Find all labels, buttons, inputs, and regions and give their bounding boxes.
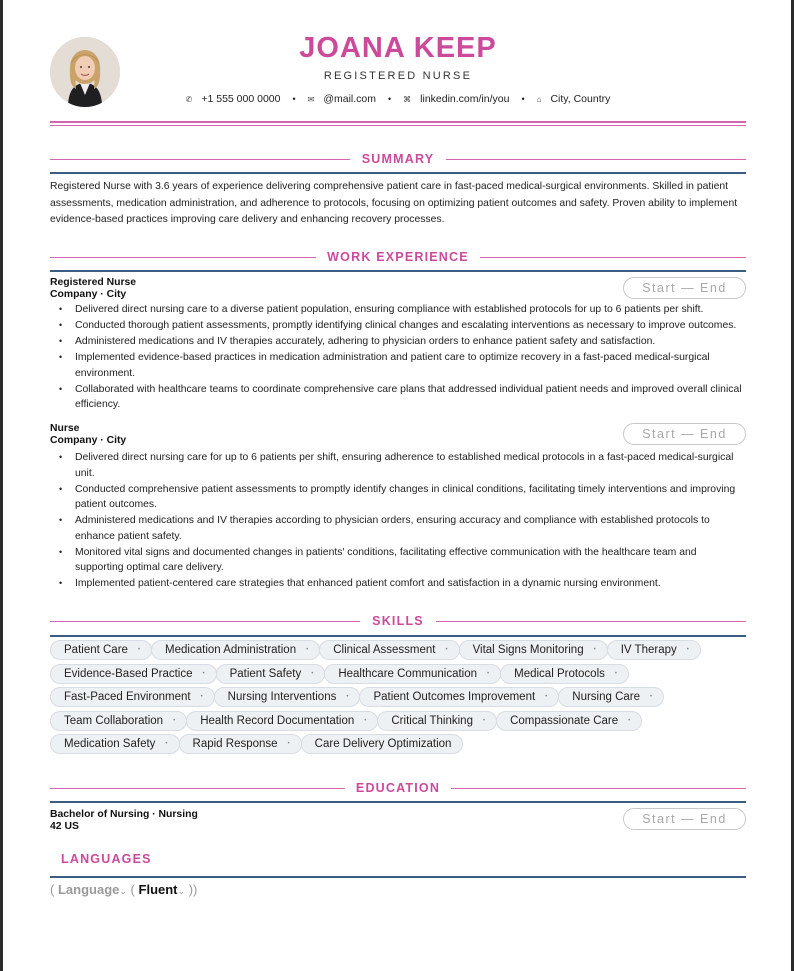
skill-chip[interactable] (324, 664, 501, 684)
section-rule (50, 801, 746, 803)
summary-text[interactable]: Registered Nurse with 3.6 years of experience delivering comprehensive patient care in fast-paced medical-surgical environments. Skilled in patient assessments, medication administration, and adherence to protocols, focusing on optimizing patient outcomes and safety. Proven ability to implement evidence-based practices improving care delivery and enhancing recovery processes. (50, 181, 738, 225)
work-heading-label[interactable]: WORK EXPERIENCE (327, 250, 469, 264)
skill-chip[interactable] (50, 711, 187, 731)
skill-label: Team Collaboration (64, 714, 164, 727)
job-bullet[interactable]: • Administered medications and IV therapies accurately, adhering to physician orders to enhance patient safety and satisfaction. (50, 334, 746, 350)
skill-label: Patient Outcomes Improvement (373, 691, 536, 703)
job-bullet[interactable]: • Delivered direct nursing care to a diverse patient population, ensuring compliance with established protocols for up to 6 patients per shift. (50, 302, 746, 318)
contact-row (50, 93, 746, 105)
skill-dot: • (545, 694, 548, 700)
contact-linkedin[interactable] (403, 93, 509, 105)
skills-row (50, 734, 746, 758)
skill-chip[interactable] (558, 687, 664, 707)
skill-chip[interactable] (214, 687, 361, 707)
skill-label: Patient Safety (229, 667, 302, 680)
skill-chip[interactable] (216, 664, 326, 684)
candidate-name[interactable]: JOANA KEEP (299, 32, 497, 64)
header-divider (50, 121, 746, 123)
skills-heading-label[interactable]: SKILLS (372, 614, 424, 628)
skill-dot: • (614, 670, 617, 677)
skill-dot: • (165, 741, 168, 747)
skill-chip[interactable] (459, 640, 608, 660)
skill-label: Fast-Paced Environment (64, 691, 191, 703)
skills-row (50, 664, 746, 688)
job-title[interactable]: Registered Nurse (50, 277, 137, 288)
education-score[interactable]: 42 US (50, 821, 79, 832)
skill-label: Evidence-Based Practice (64, 667, 193, 680)
skill-chip[interactable] (50, 687, 215, 707)
job-dates-pill[interactable]: Start — End (623, 277, 746, 299)
skill-dot: • (137, 647, 141, 653)
languages-heading[interactable]: LANGUAGES (61, 852, 152, 866)
job-bullet[interactable]: • Implemented patient-centered care strategies that enhanced patient comfort and satisfaction in a dynamic nursing environment. (50, 576, 746, 592)
home-icon: ⌂ (536, 95, 542, 104)
skill-chip[interactable] (301, 734, 464, 754)
window-frame-left (0, 0, 3, 971)
skill-label: Medication Administration (165, 644, 297, 656)
contact-separator: • (388, 94, 392, 104)
skill-chip[interactable] (179, 734, 302, 754)
skill-label: Healthcare Communication (338, 667, 478, 680)
job-company[interactable]: Company · City (50, 289, 127, 300)
job-bullet[interactable]: • Delivered direct nursing care for up to 6 patients per shift, ensuring adherence to established medical protocols in a fast-paced medical-surgical unit. (50, 450, 746, 481)
summary-heading (50, 151, 746, 169)
skill-label: Patient Care (64, 644, 128, 656)
skill-label: Medical Protocols (514, 667, 605, 680)
skill-label: Critical Thinking (391, 714, 473, 727)
section-rule (50, 876, 746, 878)
skill-dot: • (287, 741, 290, 747)
heading-line-right (451, 788, 746, 789)
phone-icon: ✆ (185, 95, 193, 104)
job-bullet[interactable]: • Conducted comprehensive patient assessments to promptly identify changes in clinical conditions, facilitating timely interventions and improving patient outcomes. (50, 482, 746, 513)
skill-label: Compassionate Care (510, 714, 619, 727)
chevron-down-icon[interactable]: ⌄ (119, 886, 127, 896)
skills-heading (50, 613, 746, 631)
skill-dot: • (364, 717, 367, 724)
skill-dot: • (200, 694, 203, 700)
heading-line-right (436, 621, 746, 622)
paren-open: ( (130, 882, 135, 897)
education-dates-pill[interactable]: Start — End (623, 808, 746, 830)
skill-chip[interactable] (50, 640, 152, 660)
job-bullet[interactable]: • Monitored vital signs and documented changes in patients' conditions, facilitating effective communication with the healthcare team and supporting optimal care delivery. (50, 545, 746, 576)
contact-separator: • (292, 94, 296, 104)
contact-email[interactable] (308, 93, 376, 105)
job-bullets (50, 450, 746, 592)
job-title[interactable]: Nurse (50, 423, 80, 434)
skill-dot: • (445, 647, 448, 653)
skill-dot: • (593, 647, 596, 653)
skill-label: Rapid Response (192, 738, 278, 750)
language-name-select[interactable]: Language (57, 882, 120, 897)
section-rule (50, 635, 746, 637)
job-bullet[interactable]: • Implemented evidence-based practices in medication administration and patient care to optimize recovery in a fast-paced medical-surgical environment. (50, 350, 746, 381)
education-heading-label[interactable]: EDUCATION (355, 781, 441, 795)
skill-chip[interactable] (377, 711, 497, 731)
paren-close: ) (188, 882, 194, 897)
contact-location[interactable] (537, 93, 611, 105)
skill-chip[interactable] (50, 734, 180, 754)
skills-row (50, 711, 746, 735)
job-bullet[interactable]: • Collaborated with healthcare teams to coordinate comprehensive care plans that addressed individual patient needs and improved overall clinical efficiency. (50, 382, 746, 413)
skill-chip[interactable] (607, 640, 701, 660)
linkedin-text: linkedin.com/in/you (420, 93, 510, 105)
chevron-down-icon[interactable]: ⌄ (177, 886, 186, 896)
skill-dot: • (482, 717, 486, 724)
skill-label: Nursing Interventions (227, 691, 337, 703)
section-rule (50, 270, 746, 272)
contact-phone[interactable] (186, 93, 281, 105)
skill-chip[interactable] (500, 664, 629, 684)
paren-open: ( (50, 882, 55, 897)
contact-separator: • (521, 94, 525, 104)
heading-line-right (480, 257, 746, 258)
skills-row (50, 687, 746, 711)
skill-label: IV Therapy (620, 644, 677, 656)
skill-chip[interactable] (319, 640, 459, 660)
job-bullet[interactable]: • Administered medications and IV therapies according to physician orders, ensuring accuracy and compliance with established protocols to enhance patient safety. (50, 513, 746, 544)
skill-dot: • (311, 670, 314, 677)
skill-label: Nursing Care (572, 691, 641, 703)
paren-close: ) (193, 882, 198, 897)
email-text: @mail.com (323, 93, 376, 105)
job-dates-pill[interactable]: Start — End (623, 423, 746, 445)
skill-dot: • (306, 647, 309, 653)
language-fluency-select[interactable]: Fluent (138, 882, 178, 897)
skill-dot: • (650, 694, 653, 700)
skill-label: Health Record Documentation (200, 714, 355, 727)
skill-chip[interactable] (359, 687, 559, 707)
language-entry (50, 882, 197, 897)
skill-dot: • (487, 670, 490, 677)
job-bullets (50, 302, 746, 413)
education-degree[interactable]: Bachelor of Nursing · Nursing (50, 809, 198, 820)
job-company[interactable]: Company · City (50, 435, 127, 446)
skill-label: Clinical Assessment (333, 644, 436, 656)
skill-dot: • (346, 694, 349, 700)
location-text: City, Country (550, 93, 611, 105)
link-icon: ⌘ (403, 95, 412, 104)
skill-dot: • (628, 717, 631, 724)
skill-chip[interactable] (496, 711, 642, 731)
skill-dot: • (686, 647, 689, 653)
job-bullet[interactable]: • Conducted thorough patient assessments, promptly identifying clinical changes and escalating interventions as necessary to improve outcomes. (50, 318, 746, 334)
skill-dot: • (173, 717, 176, 724)
header-divider-thin (50, 125, 746, 126)
work-experience-heading (50, 249, 746, 267)
education-heading (50, 780, 746, 798)
mail-icon: ✉ (307, 95, 315, 104)
skills-row (50, 640, 746, 664)
skill-label: Medication Safety (64, 738, 156, 750)
heading-line-right (446, 159, 746, 160)
skills-list (50, 640, 746, 758)
summary-heading-label[interactable]: SUMMARY (361, 152, 435, 166)
skill-label: Care Delivery Optimization (314, 738, 452, 750)
skill-chip[interactable] (186, 711, 378, 731)
skill-dot: • (202, 670, 205, 677)
candidate-role[interactable]: REGISTERED NURSE (323, 70, 473, 82)
skill-chip[interactable] (151, 640, 320, 660)
skill-label: Vital Signs Monitoring (472, 644, 584, 656)
skill-chip[interactable] (50, 664, 217, 684)
phone-text: +1 555 000 0000 (201, 93, 281, 105)
section-rule (50, 172, 746, 174)
